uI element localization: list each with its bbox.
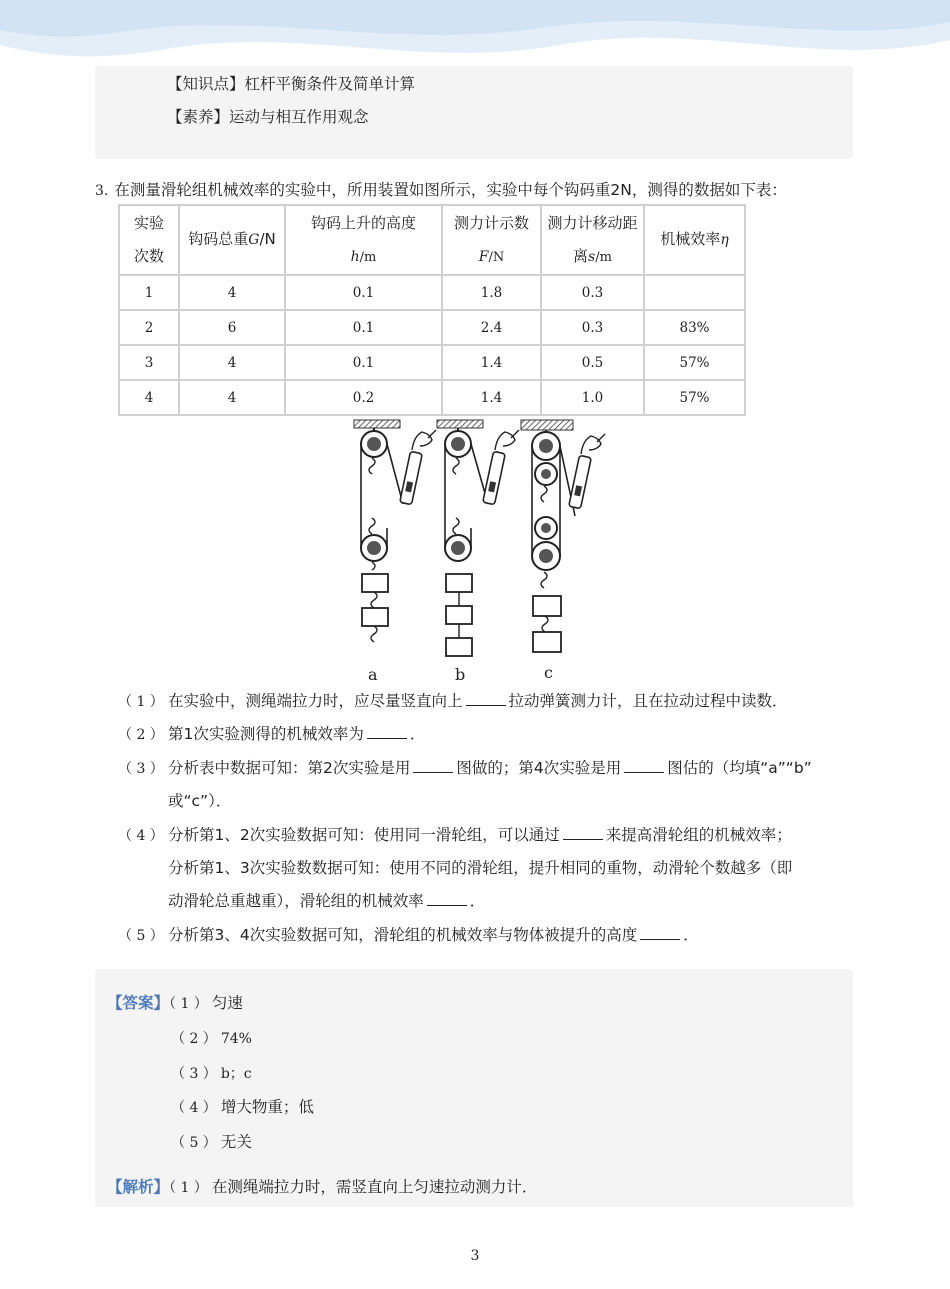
question-text: 在测量滑轮组机械效率的实验中，所用装置如图所示，实验中每个钩码重2N，测得的数据如下表： [114, 181, 787, 199]
knowledge-point: 【知识点】杠杆平衡条件及简单计算 [167, 75, 416, 93]
answer-item-4: （ 4 ） 增大物重；低 [171, 1098, 314, 1116]
answer-blank[interactable] [624, 758, 664, 773]
analysis-tag: 【解析】 [107, 1178, 170, 1196]
analysis-line: 【解析】（ 1 ） 在测绳端拉力时，需竖直向上匀速拉动测力计． [107, 1178, 538, 1196]
setup-a [354, 420, 436, 642]
header-distance: 测力计移动距 离s/m [541, 205, 644, 275]
header-weight: 钩码总重G/N [179, 205, 285, 275]
answer-tag: 【答案】 [107, 994, 170, 1012]
answer-blank[interactable] [563, 825, 603, 840]
answer-item-3: （ 3 ） b；c [171, 1066, 252, 1082]
figure-label-c: c [544, 663, 553, 682]
answer-item-2: （ 2 ） 74% [171, 1031, 252, 1047]
header-trial: 实验 次数 [119, 205, 179, 275]
sub-question-1: （ 1 ） 在实验中，测绳端拉力时，应尽量竖直向上 拉动弹簧测力计，且在拉动过程中读数． [118, 692, 788, 710]
header-height: 钩码上升的高度 h/m [285, 205, 442, 275]
question-stem [95, 178, 787, 200]
answer-box [95, 969, 853, 1207]
header-wave-decoration [0, 0, 950, 70]
question-number: 3. [95, 183, 109, 199]
setup-b [437, 420, 519, 656]
table-row: 1 4 0.1 1.8 0.3 [119, 275, 745, 310]
header-efficiency: 机械效率η [644, 205, 745, 275]
figure-label-a: a [368, 665, 378, 684]
sub-question-2: （ 2 ） 第1次实验测得的机械效率为 ． [118, 725, 426, 743]
sub-question-4: （ 4 ） 分析第1、2次实验数据可知：使用同一滑轮组，可以通过 来提高滑轮组的机械效率； [118, 826, 792, 844]
answer-blank[interactable] [413, 758, 453, 773]
answer-blank[interactable] [640, 925, 680, 940]
setup-c [521, 420, 605, 652]
pulley-apparatus-figure [330, 416, 630, 686]
sub-question-4-cont2: 动滑轮总重越重），滑轮组的机械效率 ． [168, 892, 486, 910]
answer-item-1: 【答案】（ 1 ） 匀速 [107, 994, 243, 1012]
literacy-point: 【素养】运动与相互作用观念 [167, 108, 369, 126]
answer-blank[interactable] [466, 691, 506, 706]
table-row: 4 4 0.2 1.4 1.0 57% [119, 380, 745, 415]
answer-item-5: （ 5 ） 无关 [171, 1133, 252, 1151]
sub-question-3: （ 3 ） 分析表中数据可知：第2次实验是用 图做的；第4次实验是用 图估的（均填“a”“b” [118, 759, 812, 777]
experiment-table [118, 204, 746, 416]
sub-question-5: （ 5 ） 分析第3、4次实验数据可知，滑轮组的机械效率与物体被提升的高度 ． [118, 926, 699, 944]
page-number: 3 [470, 1248, 480, 1264]
table-row: 2 6 0.1 2.4 0.3 83% [119, 310, 745, 345]
sub-question-4-cont: 分析第1、3次实验数数据可知：使用不同的滑轮组，提升相同的重物，动滑轮个数越多（即 [168, 859, 793, 877]
answer-blank[interactable] [427, 891, 467, 906]
knowledge-box [95, 66, 853, 159]
figure-label-b: b [455, 665, 466, 684]
header-force: 测力计示数 F/N [442, 205, 541, 275]
table-row: 3 4 0.1 1.4 0.5 57% [119, 345, 745, 380]
table-header-row [119, 205, 745, 275]
answer-blank[interactable] [367, 724, 407, 739]
sub-question-3-cont: 或“c”）． [168, 792, 232, 810]
